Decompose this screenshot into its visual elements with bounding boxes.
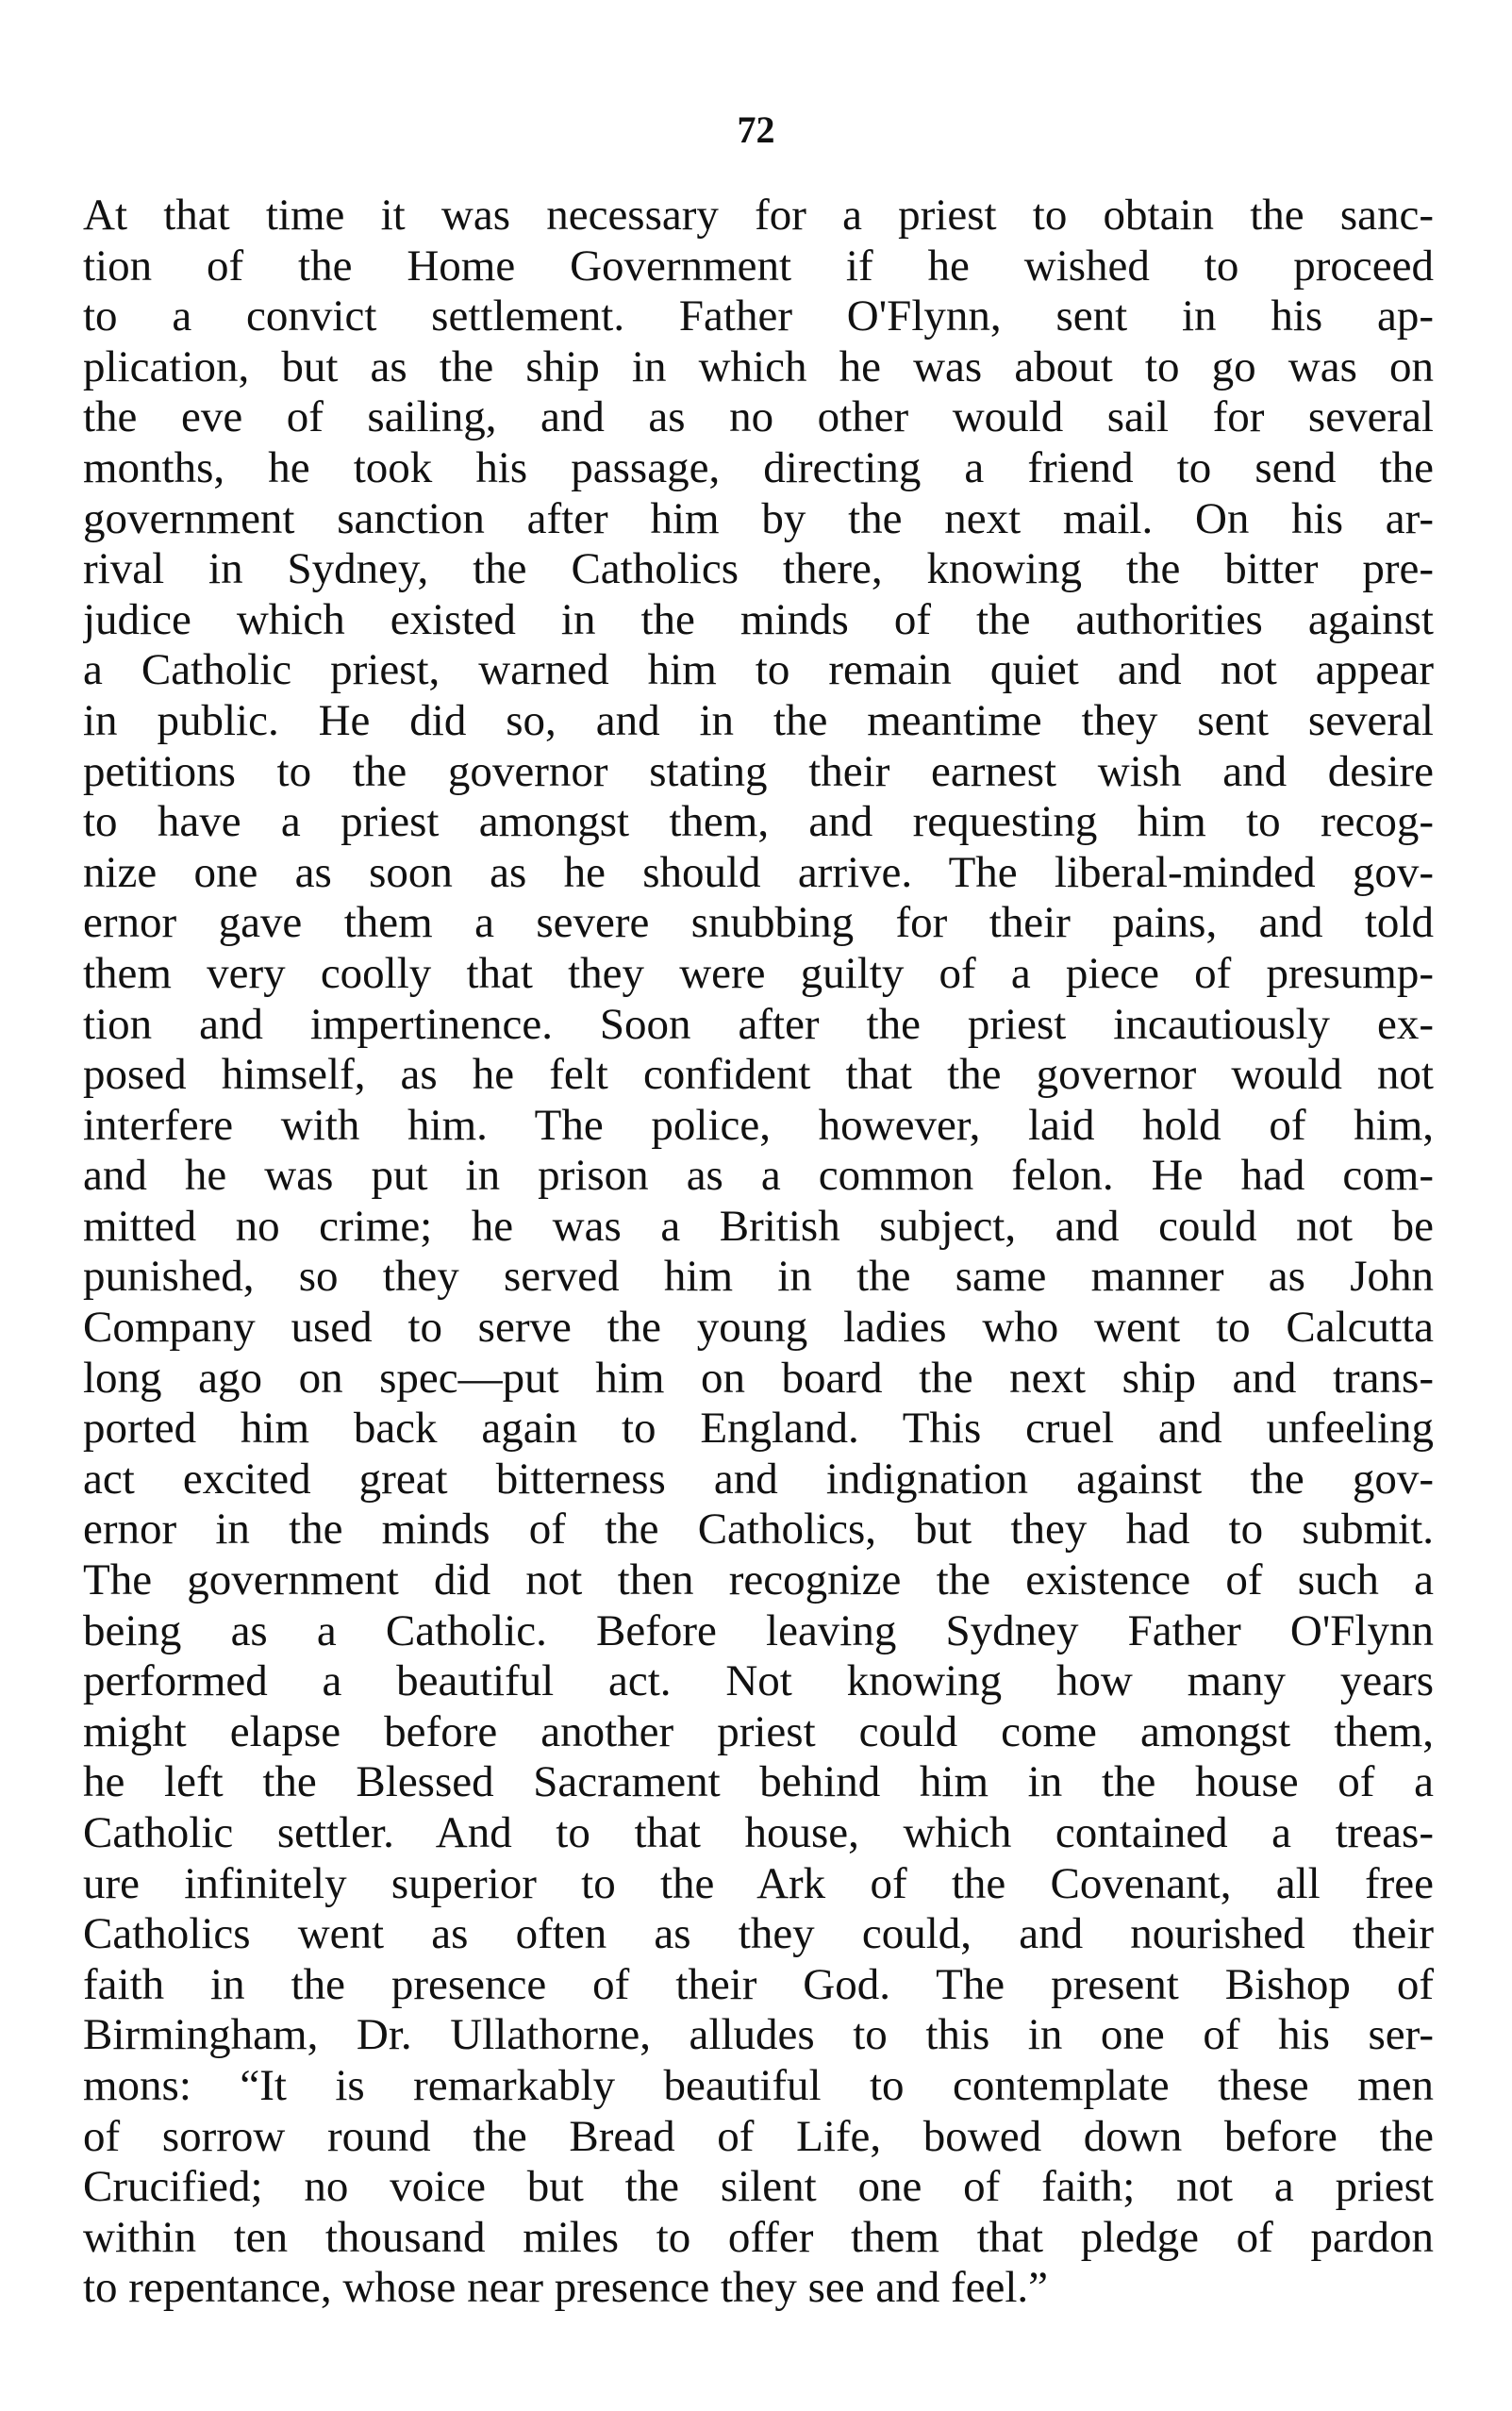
- text-line: mitted no crime; he was a British subject, and could not be: [83, 1201, 1434, 1251]
- text-line: Catholics went as often as they could, and nourished their: [83, 1909, 1434, 1959]
- text-line: The government did not then recognize the existence of such a: [83, 1555, 1434, 1605]
- text-line: nize one as soon as he should arrive. The liberal-minded gov-: [83, 847, 1434, 897]
- text-line: Crucified; no voice but the silent one of faith; not a priest: [83, 2162, 1434, 2212]
- text-line: months, he took his passage, directing a friend to send the: [83, 442, 1434, 492]
- text-line: rival in Sydney, the Catholics there, knowing the bitter pre-: [83, 544, 1434, 594]
- text-line: and he was put in prison as a common felon. He had com-: [83, 1151, 1434, 1201]
- text-line: to have a priest amongst them, and requesting him to recog-: [83, 797, 1434, 847]
- text-line: government sanction after him by the next mail. On his ar-: [83, 493, 1434, 543]
- text-line: to a convict settlement. Father O'Flynn, sent in his ap-: [83, 291, 1434, 341]
- text-line: performed a beautiful act. Not knowing how many years: [83, 1656, 1434, 1706]
- text-line: act excited great bitterness and indignation against the gov-: [83, 1454, 1434, 1504]
- text-line: ernor gave them a severe snubbing for their pains, and told: [83, 898, 1434, 948]
- text-line: in public. He did so, and in the meantime they sent several: [83, 695, 1434, 745]
- text-line: he left the Blessed Sacrament behind him in the house of a: [83, 1757, 1434, 1807]
- text-line: posed himself, as he felt confident that the governor would not: [83, 1050, 1434, 1100]
- text-line: At that time it was necessary for a priest to obtain the sanc-: [83, 191, 1434, 240]
- text-line: them very coolly that they were guilty of a piece of presump-: [83, 948, 1434, 998]
- text-line: Birmingham, Dr. Ullathorne, alludes to this in one of his ser-: [83, 2010, 1434, 2060]
- body-text: [83, 191, 1434, 2314]
- text-line: judice which existed in the minds of the authorities against: [83, 594, 1434, 644]
- text-line: ported him back again to England. This cruel and unfeeling: [83, 1404, 1434, 1454]
- text-line: being as a Catholic. Before leaving Sydney Father O'Flynn: [83, 1605, 1434, 1655]
- text-line: the eve of sailing, and as no other would sail for several: [83, 392, 1434, 442]
- text-line: faith in the presence of their God. The present Bishop of: [83, 1959, 1434, 2009]
- text-line: Catholic settler. And to that house, which contained a treas-: [83, 1808, 1434, 1857]
- text-line: within ten thousand miles to offer them that pledge of pardon: [83, 2212, 1434, 2262]
- text-line: Company used to serve the young ladies who went to Calcutta: [83, 1303, 1434, 1353]
- text-line: ernor in the minds of the Catholics, but they had to submit.: [83, 1505, 1434, 1555]
- text-line: of sorrow round the Bread of Life, bowed down before the: [83, 2111, 1434, 2161]
- text-line: ure infinitely superior to the Ark of the Covenant, all free: [83, 1858, 1434, 1908]
- text-line: mons: “It is remarkably beautiful to contemplate these men: [83, 2060, 1434, 2110]
- text-line: tion of the Home Government if he wished to proceed: [83, 241, 1434, 291]
- text-line: a Catholic priest, warned him to remain quiet and not appear: [83, 645, 1434, 695]
- text-line: long ago on spec—put him on board the next ship and trans-: [83, 1353, 1434, 1403]
- page-number: 72: [737, 108, 775, 151]
- text-line: tion and impertinence. Soon after the priest incautiously ex-: [83, 999, 1434, 1049]
- text-line: petitions to the governor stating their earnest wish and desire: [83, 746, 1434, 796]
- text-line: plication, but as the ship in which he was about to go was on: [83, 341, 1434, 391]
- text-line: interfere with him. The police, however, laid hold of him,: [83, 1100, 1434, 1150]
- text-line: might elapse before another priest could come amongst them,: [83, 1706, 1434, 1756]
- text-line: punished, so they served him in the same manner as John: [83, 1252, 1434, 1302]
- text-line: to repentance, whose near presence they see and feel.”: [83, 2263, 1049, 2313]
